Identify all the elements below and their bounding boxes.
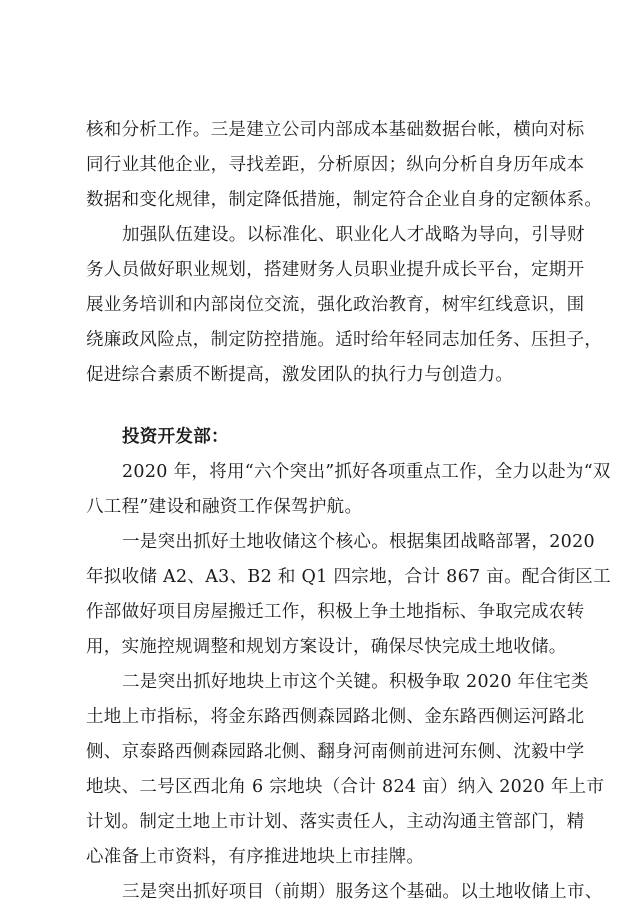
text-line: 八工程”建设和融资工作保驾护航。: [86, 497, 363, 517]
text-line: 同行业其他企业，寻找差距，分析原因；纵向分析自身历年成本: [86, 155, 585, 175]
text-line: 数据和变化规律，制定降低措施，制定符合企业自身的定额体系。: [86, 190, 603, 210]
text-line: 用，实施控规调整和规划方案设计，确保尽快完成土地收储。: [86, 637, 567, 657]
text-line: 核和分析工作。三是建立公司内部成本基础数据台帐，横向对标: [86, 120, 585, 140]
text-line: 绕廉政风险点，制定防控措施。适时给年轻同志加任务、压担子，: [86, 330, 603, 350]
text-line: 侧、京泰路西侧森园路北侧、翻身河南侧前进河东侧、沈毅中学: [86, 742, 585, 762]
text-line: 作部做好项目房屋搬迁工作，积极上争土地指标、争取完成农转: [86, 602, 585, 622]
text-line: 促进综合素质不断提高，激发团队的执行力与创造力。: [86, 365, 514, 385]
text-line: 地块、二号区西北角 6 宗地块（合计 824 亩）纳入 2020 年上市: [86, 777, 605, 797]
text-line: 三是突出抓好项目（前期）服务这个基础。以土地收储上市、: [122, 882, 603, 902]
text-line: 务人员做好职业规划，搭建财务人员职业提升成长平台，定期开: [86, 260, 585, 280]
text-line: 计划。制定土地上市计划、落实责任人，主动沟通主管部门，精: [86, 812, 585, 832]
text-line: 土地上市指标，将金东路西侧森园路北侧、金东路西侧运河路北: [86, 707, 585, 727]
text-line: 一是突出抓好土地收储这个核心。根据集团战略部署，2020: [122, 532, 595, 552]
text-line: 加强队伍建设。以标准化、职业化人才战略为导向，引导财: [122, 225, 585, 245]
text-line: 二是突出抓好地块上市这个关键。积极争取 2020 年住宅类: [122, 672, 589, 692]
text-line: 年拟收储 A2、A3、B2 和 Q1 四宗地，合计 867 亩。配合街区工: [86, 567, 611, 587]
text-line: 2020 年，将用“六个突出”抓好各项重点工作，全力以赴为“双: [122, 462, 611, 482]
text-line: 展业务培训和内部岗位交流，强化政治教育，树牢红线意识，围: [86, 295, 585, 315]
section-heading: 投资开发部：: [122, 427, 229, 447]
text-line: 心准备上市资料，有序推进地块上市挂牌。: [86, 847, 425, 867]
